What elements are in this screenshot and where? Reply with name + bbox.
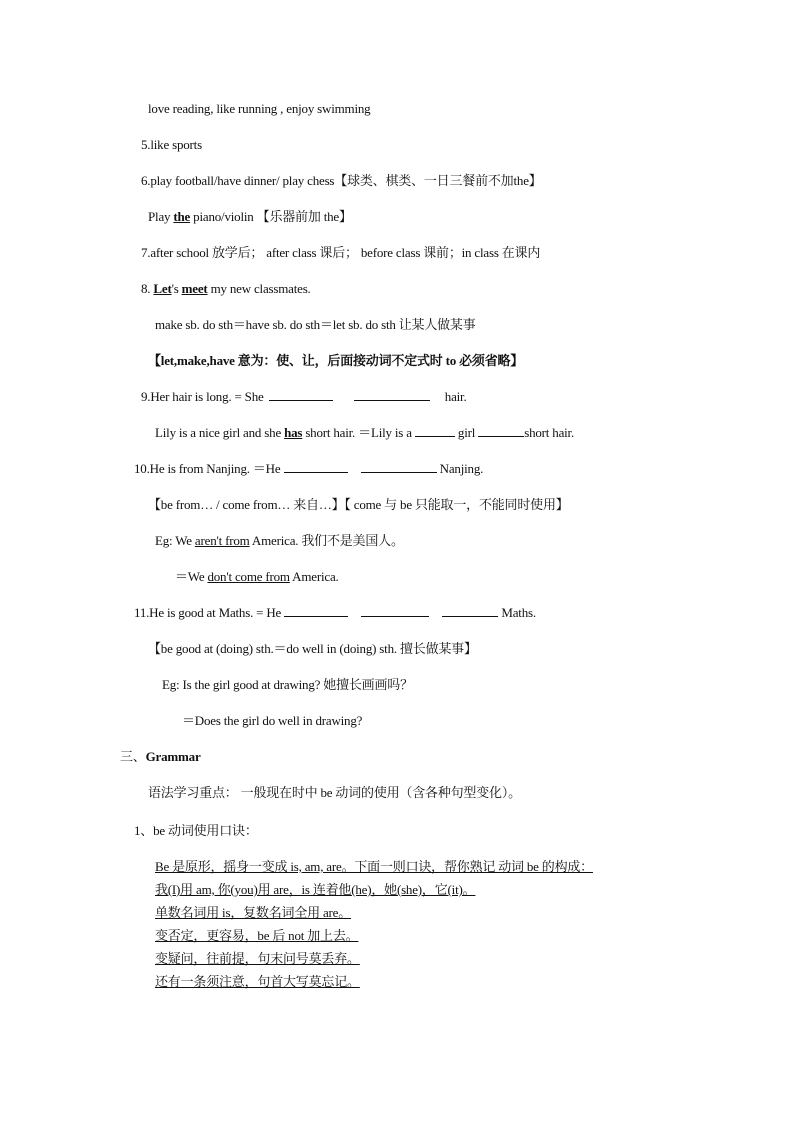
text-line-like-sports: 5.like sports: [141, 137, 202, 152]
answer-blank[interactable]: [354, 388, 430, 401]
text-segment: 10.He is from Nanjing. ＝He: [134, 461, 281, 476]
emphasis-has: has: [284, 425, 303, 440]
text-line-make-have-let: make sb. do sth＝have sb. do sth＝let sb. do sth 让某人做某事: [155, 317, 476, 332]
emphasis-the: the: [173, 209, 191, 224]
text-segment: short hair.: [524, 425, 575, 440]
text-segment: 11.He is good at Maths. = He: [134, 605, 282, 620]
text-line-school-phrases: 7.after school 放学后； after class 课后； before class 课前；in class 在课内: [141, 245, 541, 260]
rhyme-line: 还有一条须注意，句首大写莫忘记。: [155, 974, 360, 989]
answer-blank[interactable]: [269, 388, 333, 401]
answer-blank[interactable]: [284, 604, 348, 617]
text-line-come-from-rule: 【be from… / come from… 来自…】【 come 与 be 只能取一，不能同时使用】: [148, 497, 569, 512]
text-segment: America. 我们不是美国人。: [249, 533, 404, 548]
text-line-hobbies: love reading, like running , enjoy swimming: [148, 101, 371, 116]
text-segment: Eg: We: [155, 533, 195, 548]
text-segment: ＝We: [175, 569, 208, 584]
answer-blank[interactable]: [361, 604, 429, 617]
answer-blank[interactable]: [478, 424, 524, 437]
rhyme-line: Be 是原形，摇身一变成 is, am, are。下面一则口诀，帮你熟记 动词 be 的构成：: [155, 859, 593, 874]
text-segment: Play: [148, 209, 174, 224]
text-segment: Nanjing.: [439, 461, 484, 476]
section-title: Grammar: [145, 749, 201, 764]
text-line-be-rhyme-heading: 1、be 动词使用口诀：: [134, 823, 258, 838]
answer-blank[interactable]: [361, 460, 437, 473]
emphasis-meet: meet: [181, 281, 208, 296]
answer-blank[interactable]: [284, 460, 348, 473]
text-line-play-rule: 6.play football/have dinner/ play chess【球类、棋类、一日三餐前不加the】: [141, 173, 542, 188]
text-segment: 9.Her hair is long. = She: [141, 389, 264, 404]
text-segment: my new classmates.: [207, 281, 311, 296]
text-segment: America.: [289, 569, 339, 584]
example-aren't-from: [155, 532, 404, 550]
example-good-at-drawing: Eg: Is the girl good at drawing? 她擅长画画吗？: [162, 677, 413, 692]
exercise-11: [134, 604, 536, 622]
text-segment: girl: [457, 425, 476, 440]
text-line-good-at-rule: 【be good at (doing) sth.＝do well in (doing) sth. 擅长做某事】: [148, 641, 477, 656]
answer-blank[interactable]: [442, 604, 498, 617]
text-segment: Lily is a nice girl and she: [155, 425, 285, 440]
text-line-grammar-focus: 语法学习重点： 一般现在时中 be 动词的使用（含各种句型变化）。: [148, 785, 521, 800]
emphasis-let: Let: [153, 281, 172, 296]
rhyme-line: 单数名词用 is，复数名词全用 are。: [155, 905, 352, 920]
text-line-play-the-piano: [148, 208, 352, 226]
exercise-10: [134, 460, 483, 478]
text-segment: 8.: [141, 281, 154, 296]
answer-blank[interactable]: [415, 424, 455, 437]
example-dont-come-from: [175, 568, 339, 586]
section-number: 三、: [120, 749, 146, 764]
rhyme-line: 变否定，更容易，be 后 not 加上去。: [155, 928, 359, 943]
text-segment: hair.: [444, 389, 467, 404]
rhyme-line: 变疑问，往前提，句末问号莫丢弃。: [155, 951, 360, 966]
section-heading-grammar: [120, 748, 201, 766]
text-line-lets-meet: [141, 280, 311, 298]
text-segment: Maths.: [501, 605, 536, 620]
text-segment: short hair. ＝Lily is a: [302, 425, 412, 440]
text-segment: piano/violin 【乐器前加 the】: [190, 209, 352, 224]
example-do-well-in-drawing: ＝Does the girl do well in drawing?: [182, 713, 363, 728]
exercise-9: [141, 388, 467, 406]
rhyme-line: 我(I)用 am, 你(you)用 are，is 连着他(he)，她(she)，它(it)。: [155, 882, 476, 897]
emphasis-arent-from: aren't from: [194, 533, 250, 548]
emphasis-dont-come-from: don't come from: [207, 569, 290, 584]
text-segment: 's: [171, 281, 182, 296]
exercise-9-example: [155, 424, 574, 442]
text-line-infinitive-rule: 【let,make,have 意为：使、让，后面接动词不定式时 to 必须省略】: [148, 353, 524, 368]
